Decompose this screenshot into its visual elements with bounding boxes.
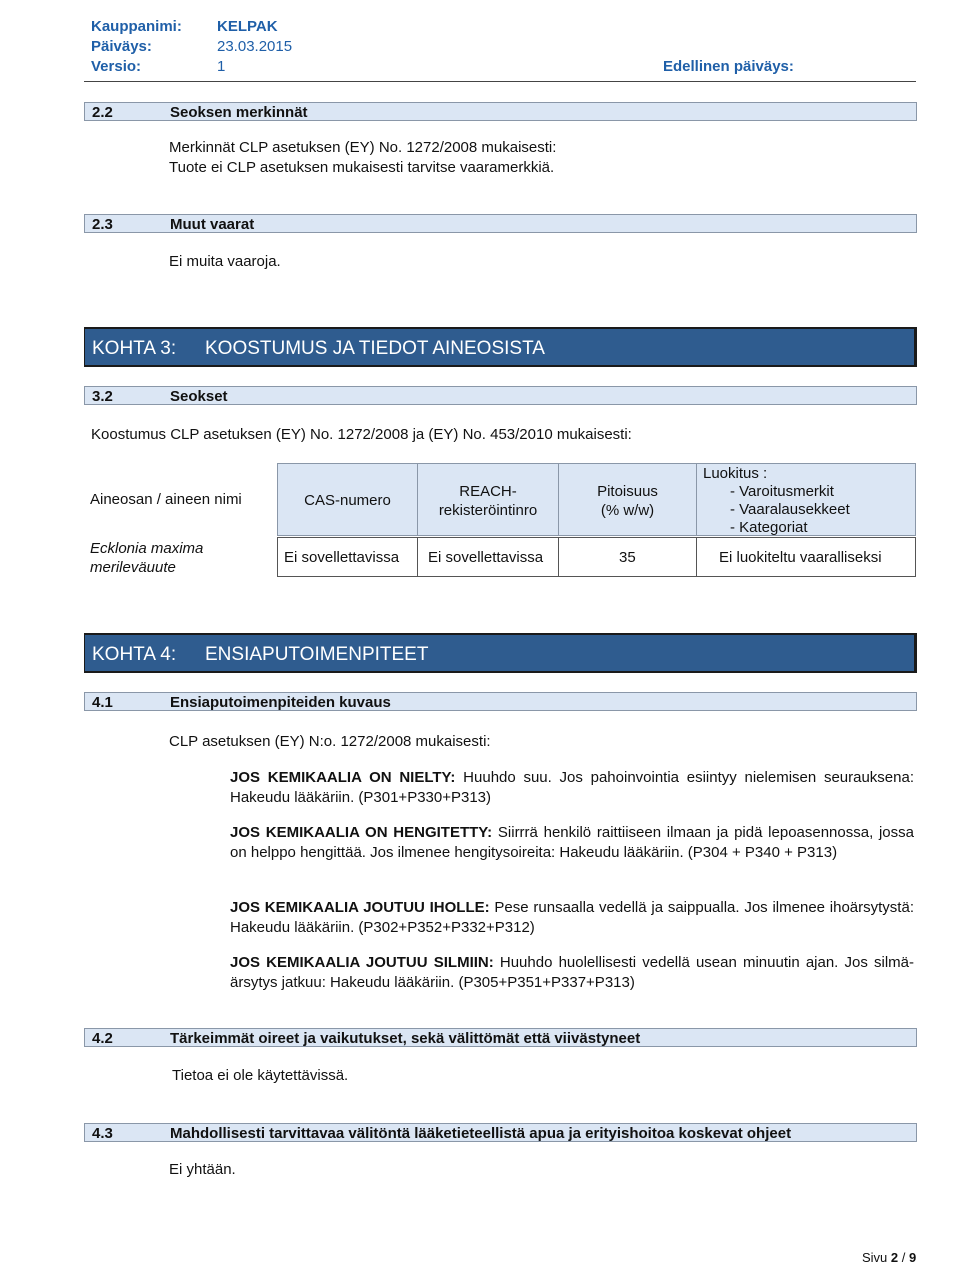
class-header-line-4: - Kategoriat bbox=[730, 519, 808, 536]
section-number: 3.2 bbox=[92, 388, 113, 405]
section-4-2-heading bbox=[84, 1028, 917, 1047]
section-2-3-heading bbox=[84, 214, 917, 233]
column-header-reach bbox=[417, 463, 559, 536]
page-label: Sivu bbox=[862, 1250, 891, 1265]
ingredient-name-line-2: merileväuute bbox=[90, 559, 176, 576]
section-title: Seoksen merkinnät bbox=[170, 104, 308, 121]
section-title: Muut vaarat bbox=[170, 216, 255, 233]
skin-heading: JOS KEMIKAALIA JOUTUU IHOLLE: bbox=[230, 899, 490, 916]
reach-value-cell bbox=[417, 537, 559, 577]
section-4-1-heading bbox=[84, 692, 917, 711]
reach-header-line-2: rekisteröintinro bbox=[438, 502, 538, 519]
cas-value-cell bbox=[277, 537, 418, 577]
kohta-3-banner bbox=[84, 327, 917, 367]
ingredient-name-line-1: Ecklonia maxima bbox=[90, 540, 204, 557]
composition-intro: Koostumus CLP asetuksen (EY) No. 1272/2008 ja (EY) No. 453/2010 mukaisesti: bbox=[91, 426, 632, 443]
class-header-line-1: Luokitus : bbox=[703, 465, 768, 482]
reach-header-line-1: REACH- bbox=[459, 483, 517, 500]
section-number: 4.1 bbox=[92, 694, 113, 711]
document-header bbox=[91, 18, 911, 78]
section-title: Mahdollisesti tarvittavaa välitöntä lääketieteellistä apua ja erityishoitoa koskevat ohjeet bbox=[170, 1125, 792, 1142]
date-value: 23.03.2015 bbox=[217, 38, 293, 55]
kohta-number: KOHTA 3: bbox=[92, 338, 177, 359]
ingredient-name bbox=[90, 539, 203, 577]
labelling-line-1: Merkinnät CLP asetuksen (EY) No. 1272/2008 mukaisesti: bbox=[169, 139, 557, 156]
column-header-cas bbox=[277, 463, 418, 536]
header-row-version bbox=[91, 58, 911, 78]
previous-date-label: Edellinen päiväys: bbox=[663, 58, 794, 75]
page-number bbox=[862, 1250, 916, 1265]
clp-reference: CLP asetuksen (EY) N:o. 1272/2008 mukaisesti: bbox=[169, 733, 491, 750]
eyes-text: Huuhdo huolellisesti vedellä usean minuutin ajan. Jos silmä-ärsytys jatkuu: Hakeudu lääkäriin. (P305+P351+P337+P313) bbox=[230, 954, 914, 991]
column-header-classification bbox=[696, 463, 916, 536]
concentration-value-cell bbox=[558, 537, 697, 577]
section-number: 2.2 bbox=[92, 104, 113, 121]
class-header-line-3: - Vaaralausekkeet bbox=[730, 501, 850, 518]
swallowed-text: Huuhdo suu. Jos pahoinvointia esiintyy nielemisen seurauksena: Hakeudu lääkäriin. (P301+P330+P313) bbox=[230, 769, 915, 806]
classification-value: Ei luokiteltu vaaralliseksi bbox=[719, 549, 882, 566]
first-aid-skin bbox=[230, 898, 914, 938]
section-number: 2.3 bbox=[92, 216, 113, 233]
conc-header-line-2: (% w/w) bbox=[600, 502, 655, 519]
product-label: Kauppanimi: bbox=[91, 18, 182, 35]
section-title: Seokset bbox=[170, 388, 228, 405]
concentration-value: 35 bbox=[619, 549, 636, 566]
conc-header-line-1: Pitoisuus bbox=[597, 483, 658, 500]
page-separator: / bbox=[898, 1250, 909, 1265]
section-number: 4.2 bbox=[92, 1030, 113, 1047]
other-hazards-text: Ei muita vaaroja. bbox=[169, 253, 281, 270]
column-header-name: Aineosan / aineen nimi bbox=[90, 491, 242, 508]
symptoms-text: Tietoa ei ole käytettävissä. bbox=[172, 1067, 349, 1084]
cas-header-text: CAS-numero bbox=[304, 492, 391, 509]
skin-text: Pese runsaalla vedellä ja saippualla. Jos ilmenee ihoärsytystä: Hakeudu lääkäriin. (P302+P352+P332+P312) bbox=[230, 899, 914, 936]
cas-value: Ei sovellettavissa bbox=[284, 549, 400, 566]
class-header-line-2: - Varoitusmerkit bbox=[730, 483, 834, 500]
inhaled-text: Siirrrä henkilö raittiiseen ilmaan ja pidä lepoasennossa, jossa on helppo hengittää. Jos ilmenee hengitysoireita: Hakeudu lääkäriin. (P304 + P340 + P313) bbox=[230, 824, 914, 861]
first-aid-swallowed bbox=[230, 768, 914, 808]
header-row-product bbox=[91, 18, 911, 38]
kohta-number: KOHTA 4: bbox=[92, 644, 177, 665]
section-4-3-heading bbox=[84, 1123, 917, 1142]
swallowed-heading: JOS KEMIKAALIA ON NIELTY: bbox=[230, 769, 456, 786]
version-value: 1 bbox=[217, 58, 226, 75]
first-aid-inhaled bbox=[230, 823, 914, 863]
section-3-2-heading bbox=[84, 386, 917, 405]
inhaled-heading: JOS KEMIKAALIA ON HENGITETTY: bbox=[230, 824, 493, 841]
kohta-4-banner bbox=[84, 633, 917, 673]
section-2-2-heading bbox=[84, 102, 917, 121]
column-header-concentration bbox=[558, 463, 697, 536]
reach-value: Ei sovellettavissa bbox=[428, 549, 544, 566]
page-current: 2 bbox=[890, 1250, 899, 1265]
date-label: Päiväys: bbox=[91, 38, 152, 55]
page-total: 9 bbox=[908, 1250, 917, 1265]
section-number: 4.3 bbox=[92, 1125, 113, 1142]
medical-attention-text: Ei yhtään. bbox=[169, 1161, 236, 1178]
labelling-line-2: Tuote ei CLP asetuksen mukaisesti tarvitse vaaramerkkiä. bbox=[169, 159, 555, 176]
product-value: KELPAK bbox=[217, 18, 278, 35]
version-label: Versio: bbox=[91, 58, 142, 75]
header-divider bbox=[84, 81, 916, 82]
header-row-date bbox=[91, 38, 911, 58]
eyes-heading: JOS KEMIKAALIA JOUTUU SILMIIN: bbox=[230, 954, 494, 971]
kohta-title: ENSIAPUTOIMENPITEET bbox=[205, 644, 429, 665]
section-title: Tärkeimmät oireet ja vaikutukset, sekä välittömät että viivästyneet bbox=[170, 1030, 641, 1047]
composition-table bbox=[84, 463, 916, 578]
section-title: Ensiaputoimenpiteiden kuvaus bbox=[170, 694, 391, 711]
kohta-title: KOOSTUMUS JA TIEDOT AINEOSISTA bbox=[205, 338, 545, 359]
first-aid-eyes bbox=[230, 953, 914, 993]
ingredient-name-cell bbox=[84, 463, 276, 578]
classification-value-cell bbox=[696, 537, 916, 577]
